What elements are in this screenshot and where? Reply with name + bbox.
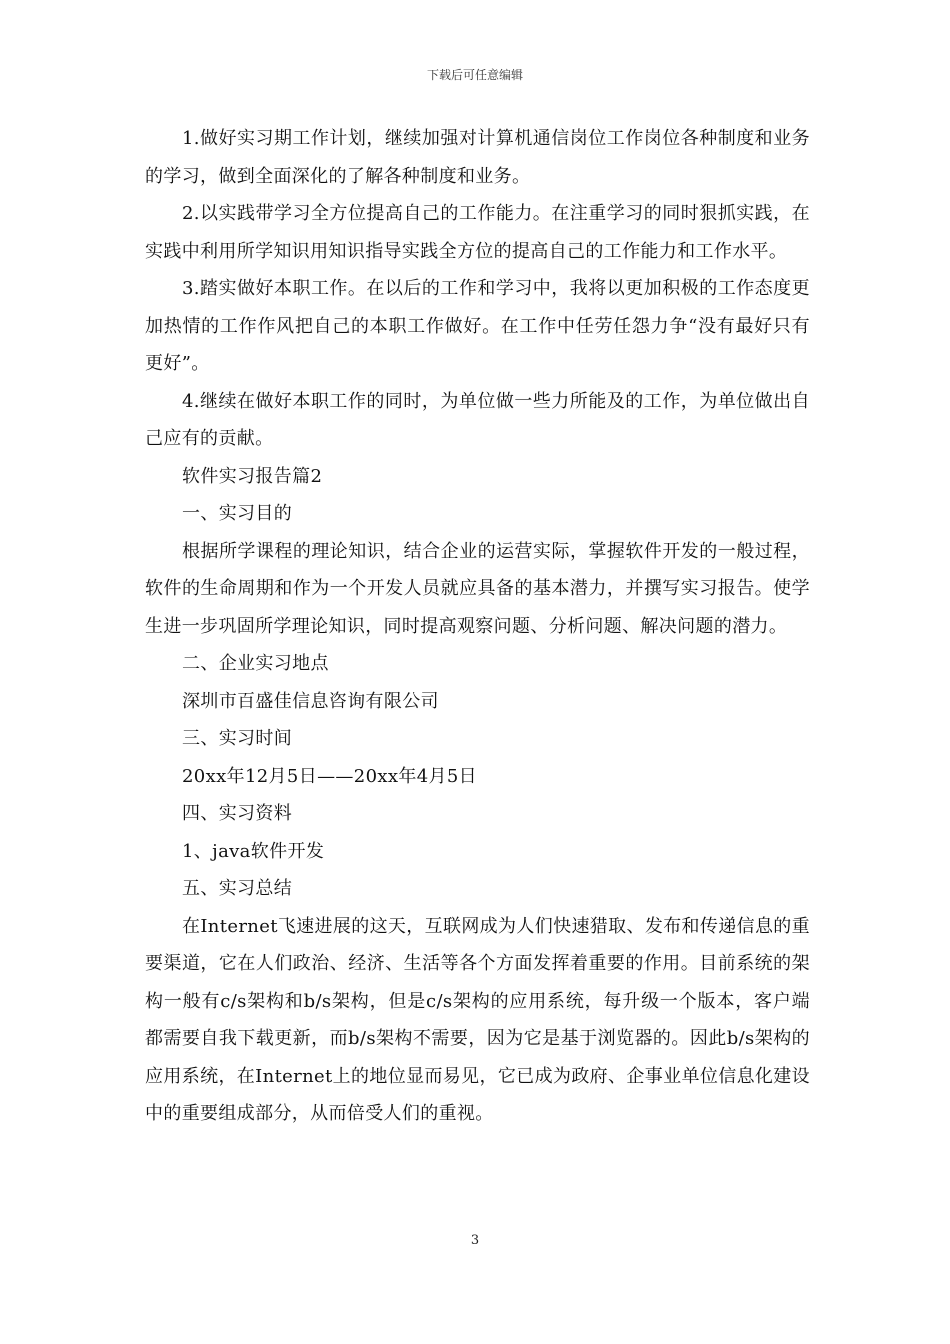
section-heading-materials: 四、实习资料 — [182, 803, 293, 824]
document-body — [145, 120, 810, 1133]
paragraph-materials: 1、java软件开发 — [182, 840, 325, 862]
section-heading-location: 二、企业实习地点 — [182, 653, 329, 674]
report-title: 软件实习报告篇2 — [182, 465, 323, 487]
paragraph-location: 深圳市百盛佳信息咨询有限公司 — [182, 690, 439, 712]
paragraph-purpose: 根据所学课程的理论知识，结合企业的运营实际，掌握软件开发的一般过程，软件的生命周期和作为一个开发人员就应具备的基本潜力，并撰写实习报告。使学生进一步巩固所学理论知识，同时提高观察问题、分析问题、解决问题的潜力。 — [145, 540, 810, 637]
section-heading-time: 三、实习时间 — [182, 728, 293, 749]
section-heading-summary: 五、实习总结 — [182, 878, 293, 899]
paragraph-plan-1: 1.做好实习期工作计划，继续加强对计算机通信岗位工作岗位各种制度和业务的学习，做到全面深化的了解各种制度和业务。 — [145, 128, 810, 187]
section-heading-purpose: 一、实习目的 — [182, 503, 293, 524]
page-header-note: 下载后可任意编辑 — [426, 68, 523, 82]
paragraph-summary: 在Internet飞速进展的这天，互联网成为人们快速猎取、发布和传递信息的重要渠道，它在人们政治、经济、生活等各个方面发挥着重要的作用。目前系统的架构一般有c/s架构和b/s架构，但是c/s架构的应用系统，每升级一个版本，客户端都需要自我下载更新，而b/s架构不需要，因为它是基于浏览器的。因此b/s架构的应用系统，在Internet上的地位显而易见，它已成为政府、企事业单位信息化建设中的重要组成部分，从而倍受人们的重视。 — [145, 915, 810, 1124]
paragraph-plan-2: 2.以实践带学习全方位提高自己的工作能力。在注重学习的同时狠抓实践，在实践中利用所学知识用知识指导实践全方位的提高自己的工作能力和工作水平。 — [145, 203, 810, 262]
paragraph-time: 20xx年12月5日——20xx年4月5日 — [182, 765, 478, 787]
paragraph-plan-4: 4.继续在做好本职工作的同时，为单位做一些力所能及的工作，为单位做出自己应有的贡献。 — [145, 390, 810, 449]
page-number: 3 — [470, 1233, 480, 1248]
paragraph-plan-3: 3.踏实做好本职工作。在以后的工作和学习中，我将以更加积极的工作态度更加热情的工作作风把自己的本职工作做好。在工作中任劳任怨力争“没有最好只有更好”。 — [145, 278, 810, 374]
